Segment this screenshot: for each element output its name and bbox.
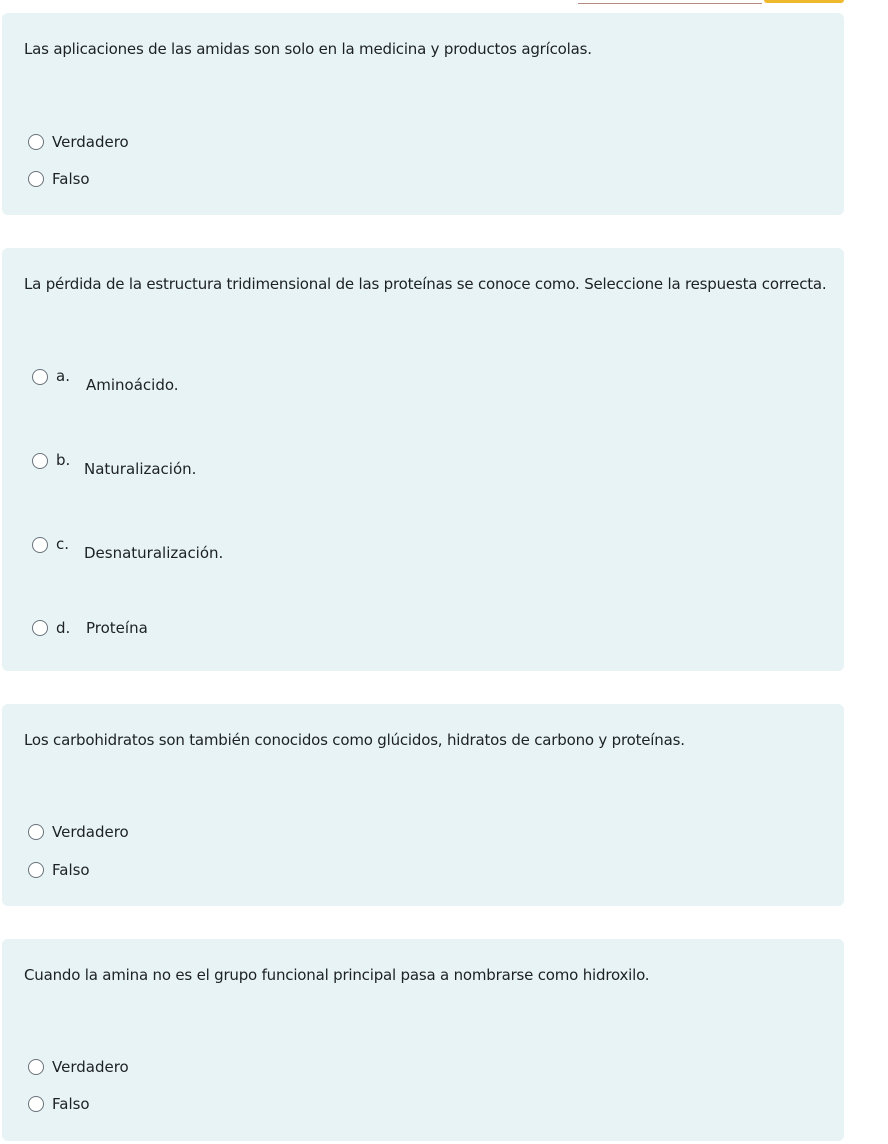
option-verdadero[interactable] <box>28 1056 129 1078</box>
option-letter: b. <box>56 451 71 469</box>
radio-icon[interactable] <box>32 620 48 636</box>
option-label: Falso <box>52 1095 90 1113</box>
radio-icon[interactable] <box>28 862 44 878</box>
option-label: Proteína <box>86 619 148 637</box>
question-text: Los carbohidratos son también conocidos como glúcidos, hidratos de carbono y proteínas. <box>24 731 685 749</box>
radio-icon[interactable] <box>28 824 44 840</box>
option-verdadero[interactable] <box>28 131 129 153</box>
question-text: Las aplicaciones de las amidas son solo en la medicina y productos agrícolas. <box>24 40 592 58</box>
option-d[interactable] <box>32 617 148 639</box>
radio-icon[interactable] <box>32 537 48 553</box>
question-card-4 <box>2 939 844 1141</box>
radio-icon[interactable] <box>28 1059 44 1075</box>
option-c[interactable] <box>32 534 223 564</box>
question-text: Cuando la amina no es el grupo funcional principal pasa a nombrarse como hidroxilo. <box>24 966 650 984</box>
option-label: Desnaturalización. <box>84 544 224 562</box>
option-label: Verdadero <box>52 1058 129 1076</box>
top-decoration-bar <box>578 0 762 4</box>
option-label: Naturalización. <box>84 460 197 478</box>
option-a[interactable] <box>32 366 179 396</box>
option-label: Falso <box>52 861 90 879</box>
question-card-1 <box>2 13 844 215</box>
option-falso[interactable] <box>28 859 90 881</box>
option-verdadero[interactable] <box>28 821 129 843</box>
option-letter: a. <box>56 367 70 385</box>
radio-icon[interactable] <box>32 453 48 469</box>
option-letter: c. <box>56 535 70 553</box>
option-label: Falso <box>52 170 90 188</box>
radio-icon[interactable] <box>32 369 48 385</box>
option-falso[interactable] <box>28 168 90 190</box>
option-label: Verdadero <box>52 133 129 151</box>
option-b[interactable] <box>32 450 196 480</box>
radio-icon[interactable] <box>28 134 44 150</box>
option-label: Verdadero <box>52 823 129 841</box>
question-text: La pérdida de la estructura tridimensional de las proteínas se conoce como. Seleccione la respuesta correcta. <box>24 275 827 293</box>
option-label: Aminoácido. <box>86 376 179 394</box>
option-falso[interactable] <box>28 1093 90 1115</box>
top-accent-bar <box>764 0 844 3</box>
radio-icon[interactable] <box>28 171 44 187</box>
option-letter: d. <box>56 619 71 637</box>
question-card-3 <box>2 704 844 906</box>
question-card-2 <box>2 248 844 671</box>
radio-icon[interactable] <box>28 1096 44 1112</box>
